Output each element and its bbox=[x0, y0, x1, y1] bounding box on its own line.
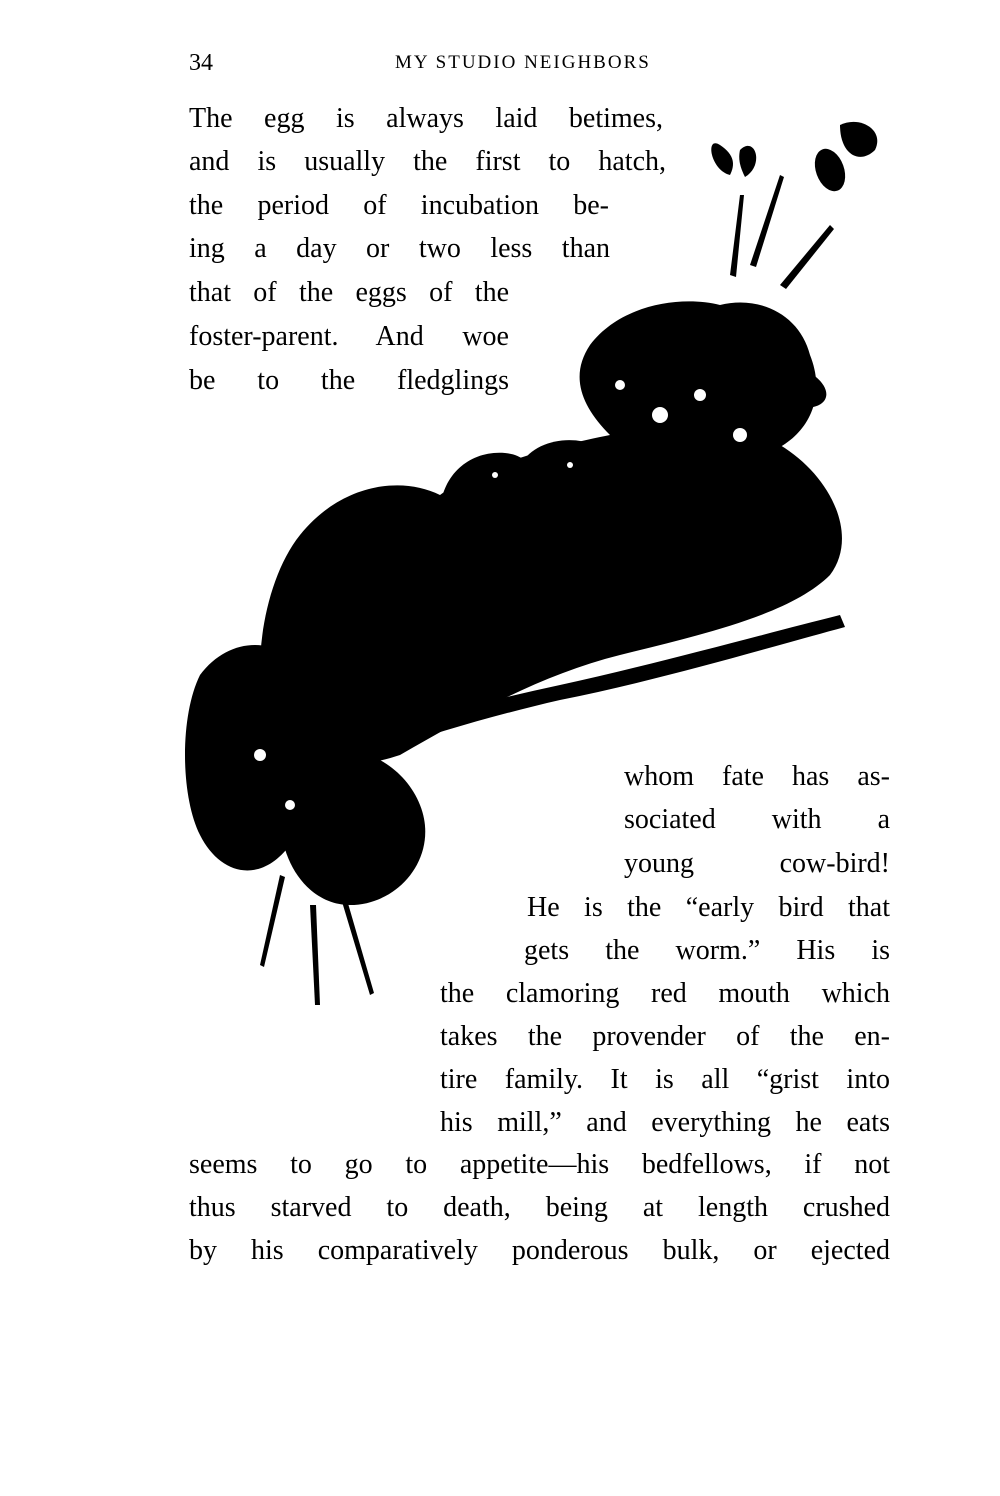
text-line: thus starved to death, being at length crushed bbox=[189, 1192, 890, 1223]
text-line: gets the worm.” His is bbox=[524, 935, 890, 966]
text-line: that of the eggs of the bbox=[189, 277, 509, 308]
text-line: tire family. It is all “grist into bbox=[440, 1064, 890, 1095]
text-line: his mill,” and everything he eats bbox=[440, 1107, 890, 1138]
text-line: the clamoring red mouth which bbox=[440, 978, 890, 1009]
text-line: foster-parent. And woe bbox=[189, 321, 509, 352]
running-head: MY STUDIO NEIGHBORS bbox=[395, 52, 651, 73]
page-number: 34 bbox=[189, 50, 213, 76]
text-line: and is usually the first to hatch, bbox=[189, 146, 666, 177]
text-line: by his comparatively ponderous bulk, or ejected bbox=[189, 1235, 890, 1266]
text-line: the period of incubation be- bbox=[189, 190, 609, 221]
text-line: seems to go to appetite—his bedfellows, if not bbox=[189, 1149, 890, 1180]
text-line: be to the fledglings bbox=[189, 365, 509, 396]
text-line: takes the provender of the en- bbox=[440, 1021, 890, 1052]
text-line: sociated with a bbox=[624, 804, 890, 835]
text-line: He is the “early bird that bbox=[527, 892, 890, 923]
text-line: whom fate has as- bbox=[624, 761, 890, 792]
text-line: The egg is always laid betimes, bbox=[189, 103, 663, 134]
text-line: ing a day or two less than bbox=[189, 233, 610, 264]
text-line: young cow-bird! bbox=[624, 848, 890, 879]
